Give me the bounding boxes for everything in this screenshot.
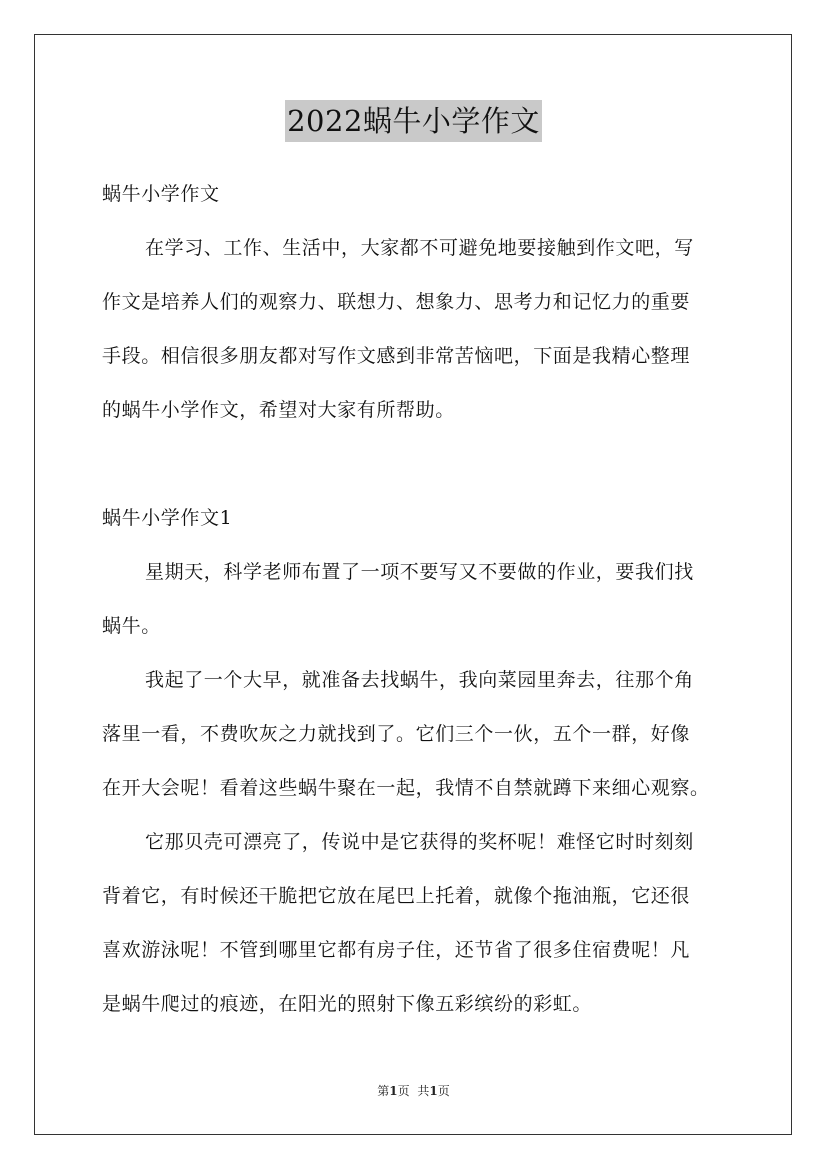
page-number: 1: [389, 1084, 398, 1098]
document-title-wrapper: [0, 100, 827, 142]
page-footer: [0, 1082, 827, 1099]
intro-line: 在学习、工作、生活中，大家都不可避免地要接触到作文吧，写: [145, 237, 694, 259]
page-suffix: 页: [397, 1084, 410, 1098]
paragraph-line: 是蜗牛爬过的痕迹，在阳光的照射下像五彩缤纷的彩虹。: [102, 993, 593, 1015]
total-pages: 1: [429, 1084, 438, 1098]
paragraph-line: 我起了一个大早，就准备去找蜗牛，我向菜园里奔去，往那个角: [145, 669, 694, 691]
document-body: [102, 172, 736, 1036]
section-gap: [102, 442, 736, 496]
intro-heading: 蜗牛小学作文: [102, 183, 220, 205]
essay-heading: 蜗牛小学作文1: [102, 507, 233, 529]
total-prefix: 共: [417, 1084, 430, 1098]
paragraph-line: 背着它，有时候还干脆把它放在尾巴上托着，就像个拖油瓶，它还很: [102, 885, 691, 907]
paragraph-line: 它那贝壳可漂亮了，传说中是它获得的奖杯呢！难怪它时时刻刻: [145, 831, 694, 853]
total-suffix: 页: [437, 1084, 450, 1098]
intro-line: 作文是培养人们的观察力、联想力、想象力、思考力和记忆力的重要: [102, 291, 691, 313]
paragraph-line: 落里一看，不费吹灰之力就找到了。它们三个一伙，五个一群，好像: [102, 723, 691, 745]
paragraph-line: 星期天，科学老师布置了一项不要写又不要做的作业，要我们找: [145, 561, 694, 583]
paragraph-line: 喜欢游泳呢！不管到哪里它都有房子住，还节省了很多住宿费呢！凡: [102, 939, 691, 961]
page-prefix: 第: [377, 1084, 390, 1098]
paragraph-line: 在开大会呢！看着这些蜗牛聚在一起，我情不自禁就蹲下来细心观察。: [102, 777, 710, 799]
intro-line: 的蜗牛小学作文，希望对大家有所帮助。: [102, 399, 455, 421]
document-title: 2022蜗牛小学作文: [285, 100, 542, 142]
intro-line: 手段。相信很多朋友都对写作文感到非常苦恼吧，下面是我精心整理: [102, 345, 691, 367]
paragraph-line: 蜗牛。: [102, 615, 161, 637]
